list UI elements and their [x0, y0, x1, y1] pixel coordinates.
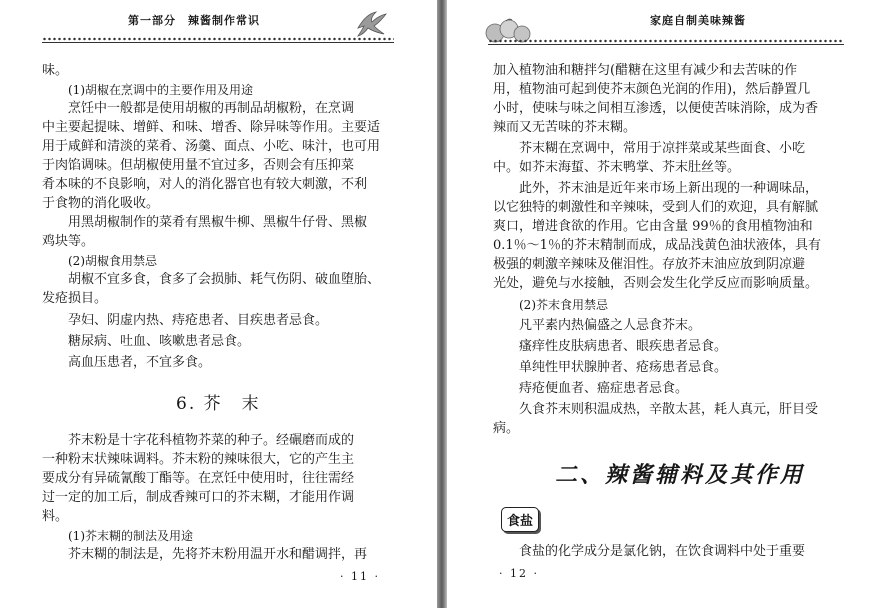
text-line: 光处，避免与水接触，否则会发生化学反应而影响质量。 — [493, 276, 819, 291]
text-line: 瘙痒性皮肤病患者、眼疾患者忌食。 — [519, 339, 728, 354]
text-line: 此外，芥末油是近年来市场上新出现的一种调味品， — [519, 181, 819, 196]
text-line: 芥末糊的制法是，先将芥末粉用温开水和醋调拌，再 — [68, 547, 368, 562]
text-line: 0.1％～1％的芥末精制而成，成品浅黄色油状液体，具有 — [493, 238, 821, 253]
text-line: 极强的刺激辛辣味及催泪性。存放芥末油应放到阴凉避 — [493, 257, 806, 272]
text-line: 要成分有异硫氰酸丁酯等。在烹饪中使用时，往往需经 — [42, 471, 355, 486]
text-line: 辣而又无苦味的芥末糊。 — [493, 120, 637, 135]
text-line: 料。 — [42, 509, 69, 524]
text-line: 孕妇、阴虚内热、痔疮患者、目疾患者忌食。 — [68, 313, 329, 328]
text-line: 肴本味的不良影响，对人的消化器官也有较大刺激，不利 — [42, 177, 368, 192]
section-title: 6. 芥 末 — [176, 394, 261, 414]
right-running-header: 家庭自制美味辣酱 — [650, 14, 746, 27]
text-line: 病。 — [493, 421, 520, 436]
salt-badge: 食盐 — [501, 507, 539, 532]
header-rule — [488, 38, 844, 45]
subheading: (1)胡椒在烹调中的主要作用及用途 — [68, 83, 253, 97]
text-line: 过一定的加工后，制成香辣可口的芥末糊，才能用作调 — [42, 490, 355, 505]
text-line: 痔疮便血者、癌症患者忌食。 — [519, 381, 689, 396]
text-line: 发疮损目。 — [42, 291, 108, 306]
text-line: 用，植物油可起到使芥末颜色光润的作用)，然后静置几 — [493, 82, 811, 97]
text-line: 以它独特的刺激性和辛辣味，受到人们的欢迎，具有解腻 — [493, 200, 819, 215]
text-line: 烹饪中一般都是使用胡椒的再制品胡椒粉，在烹调 — [68, 101, 355, 116]
text-line: 加入植物油和糖拌匀(醋糖在这里有减少和去苦味的作 — [493, 63, 798, 78]
subheading: (2)胡椒食用禁忌 — [68, 254, 157, 268]
text-line: 凡平素内热偏盛之人忌食芥末。 — [519, 318, 702, 333]
text-line: 胡椒不宜多食，食多了会损肺、耗气伤阴、破血堕胎、 — [68, 272, 381, 287]
text-line: 小时，使味与味之间相互渗透，以便使苦味消除，成为香 — [493, 101, 819, 116]
page-number: · 11 · — [340, 570, 380, 583]
text-line: 单纯性甲状腺肿者、疮疡患者忌食。 — [519, 360, 728, 375]
header-rule — [42, 36, 394, 43]
subheading: (1)芥末糊的制法及用途 — [68, 529, 193, 543]
right-page — [447, 0, 886, 608]
text-line: 芥末糊在烹调中，常用于凉拌菜或某些面食、小吃 — [519, 141, 806, 156]
text-line: 味。 — [42, 63, 69, 78]
text-line: 一种粉末状辣味调料。芥末粉的辣味很大，它的产生主 — [42, 452, 355, 467]
text-line: 爽口，增进食欲的作用。它由含量 99％的食用植物油和 — [493, 219, 813, 234]
text-line: 久食芥末则积温成热，辛散太甚，耗人真元，肝目受 — [519, 402, 819, 417]
text-line: 中主要起提味、增鲜、和味、增香、除异味等作用。主要适 — [42, 120, 381, 135]
text-line: 食盐的化学成分是氯化钠，在饮食调料中处于重要 — [519, 544, 806, 559]
chapter-title: 二、辣酱辅料及其作用 — [555, 462, 806, 488]
subheading: (2)芥末食用禁忌 — [519, 298, 608, 312]
text-line: 中。如芥末海蜇、芥末鸭掌、芥末肚丝等。 — [493, 160, 741, 175]
text-line: 糖尿病、吐血、咳嗽患者忌食。 — [68, 334, 251, 349]
text-line: 高血压患者，不宜多食。 — [68, 355, 212, 370]
ornament-icon — [356, 8, 390, 38]
left-page — [0, 0, 437, 608]
page-number: · 12 · — [499, 567, 539, 580]
left-running-header: 第一部分 辣酱制作常识 — [128, 14, 260, 27]
text-line: 于食物的消化吸收。 — [42, 196, 160, 211]
text-line: 芥末粉是十字花科植物芥菜的种子。经碾磨而成的 — [68, 433, 355, 448]
text-line: 于肉馅调味。但胡椒使用量不宜过多，否则会有压抑菜 — [42, 158, 355, 173]
text-line: 用于咸鲜和清淡的菜肴、汤羹、面点、小吃、味汁，也可用 — [42, 139, 381, 154]
text-line: 鸡块等。 — [42, 234, 95, 249]
text-line: 用黑胡椒制作的菜肴有黑椒牛柳、黑椒牛仔骨、黑椒 — [68, 215, 368, 230]
book-gutter — [437, 0, 447, 608]
